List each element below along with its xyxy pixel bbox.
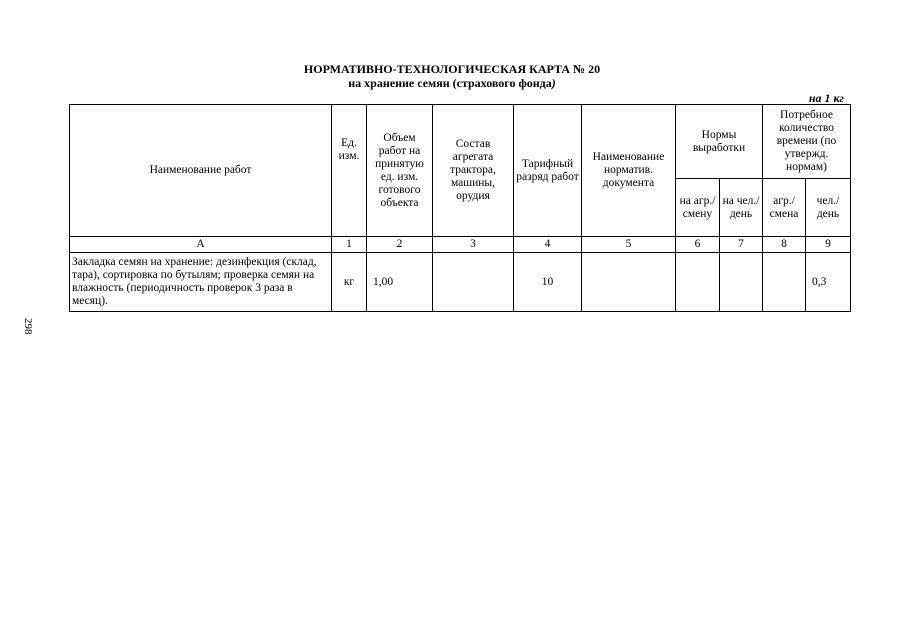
col-number: 2 [367, 237, 433, 253]
table-header-row [70, 105, 851, 179]
cell-norm-person [720, 253, 763, 312]
col-number: 3 [433, 237, 514, 253]
col-header-time-agr: агр./ смена [763, 179, 806, 237]
cell-time-agr [763, 253, 806, 312]
col-header-name: Наименование работ [70, 105, 332, 237]
col-header-output-norms: Нормы выработки [676, 105, 763, 179]
col-number: 1 [332, 237, 367, 253]
col-number: 9 [806, 237, 851, 253]
col-number: 8 [763, 237, 806, 253]
document-title: НОРМАТИВНО-ТЕХНОЛОГИЧЕСКАЯ КАРТА № 20 [303, 62, 601, 76]
col-header-volume: Объем работ на принятую ед. изм. готового объекта [367, 105, 433, 237]
unit-note: на 1 кг [808, 91, 844, 105]
col-header-time-required: Потребное количество времени (по утвержд. нормам) [763, 105, 851, 179]
cell-norm-agr [676, 253, 720, 312]
col-header-unit: Ед. изм. [332, 105, 367, 237]
tech-card-table [69, 104, 851, 312]
cell-document [582, 253, 676, 312]
page-number: 298 [22, 318, 34, 335]
subtitle-closing-paren: ) [551, 76, 556, 90]
col-header-tariff: Тарифный разряд работ [514, 105, 582, 237]
col-number: 5 [582, 237, 676, 253]
col-header-time-person: чел./ день [806, 179, 851, 237]
document-subtitle [0, 76, 904, 90]
column-numbering-row [70, 237, 851, 253]
cell-unit: кг [332, 253, 367, 312]
cell-composition [433, 253, 514, 312]
col-number: 4 [514, 237, 582, 253]
col-header-document: Наименование норматив. документа [582, 105, 676, 237]
col-header-norm-agr: на агр./ смену [676, 179, 720, 237]
cell-volume: 1,00 [367, 253, 433, 312]
cell-tariff: 10 [514, 253, 582, 312]
cell-time-person: 0,3 [806, 253, 851, 312]
col-header-norm-person: на чел./ день [720, 179, 763, 237]
subtitle-text: на хранение семян (страхового фонда [348, 76, 552, 90]
col-number: 7 [720, 237, 763, 253]
table-row [70, 253, 851, 312]
col-number: А [70, 237, 332, 253]
col-header-unit-composition: Состав агрегата трактора, машины, орудия [433, 105, 514, 237]
col-number: 6 [676, 237, 720, 253]
cell-work-name: Закладка семян на хранение: дезинфекция (склад, тара), сортировка по бутылям; проверка семян на влажность (периодичность проверок 3 раза в месяц). [70, 253, 332, 312]
